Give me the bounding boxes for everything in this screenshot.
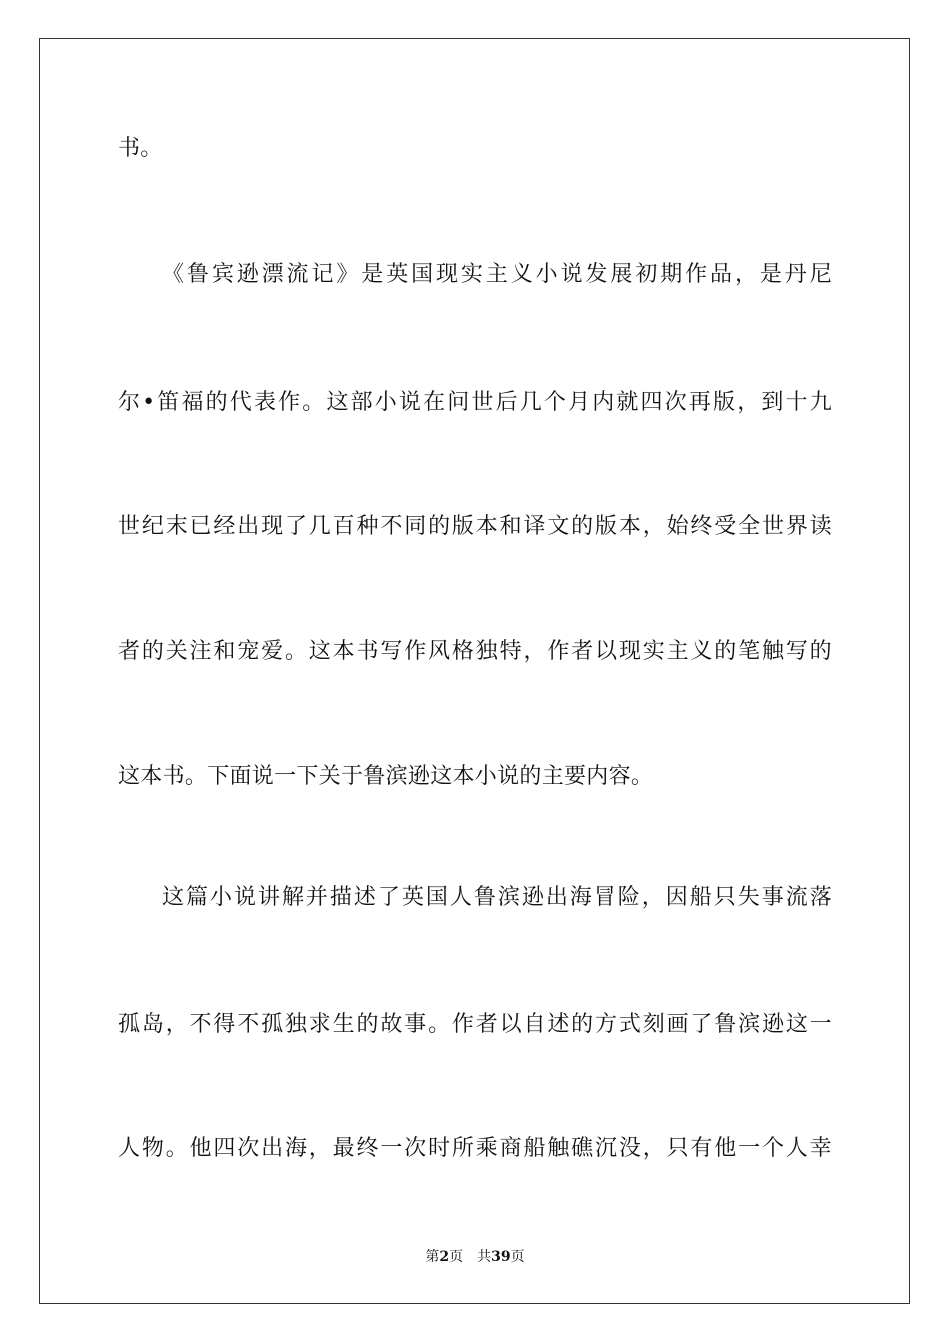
footer-page-prefix: 第 [425,1249,440,1265]
paragraph-2-line-2: 尔•笛福的代表作。这部小说在问世后几个月内就四次再版，到十九 [118,390,832,415]
footer-page-number: 2 [439,1249,450,1265]
footer-page-suffix: 页 [449,1249,464,1265]
page-footer [0,1247,950,1267]
paragraph-2-line-1: 《鲁宾逊漂流记》是英国现实主义小说发展初期作品，是丹尼 [162,262,832,287]
text-line-1: 书。 [118,136,163,161]
footer-total-prefix: 共 [477,1249,492,1265]
paragraph-2-line-4: 者的关注和宠爱。这本书写作风格独特，作者以现实主义的笔触写的 [118,639,832,664]
footer-total-pages: 39 [491,1249,511,1265]
paragraph-2-line-3: 世纪末已经出现了几百种不同的版本和译文的版本，始终受全世界读 [118,514,832,539]
footer-total-suffix: 页 [510,1249,525,1265]
paragraph-3-line-2: 孤岛，不得不孤独求生的故事。作者以自述的方式刻画了鲁滨逊这一 [118,1012,832,1037]
paragraph-2-line-5: 这本书。下面说一下关于鲁滨逊这本小说的主要内容。 [118,764,654,789]
paragraph-3-line-1: 这篇小说讲解并描述了英国人鲁滨逊出海冒险，因船只失事流落 [162,885,832,910]
page-border [39,38,910,1304]
paragraph-3-line-3: 人物。他四次出海，最终一次时所乘商船触礁沉没，只有他一个人幸 [118,1136,832,1161]
